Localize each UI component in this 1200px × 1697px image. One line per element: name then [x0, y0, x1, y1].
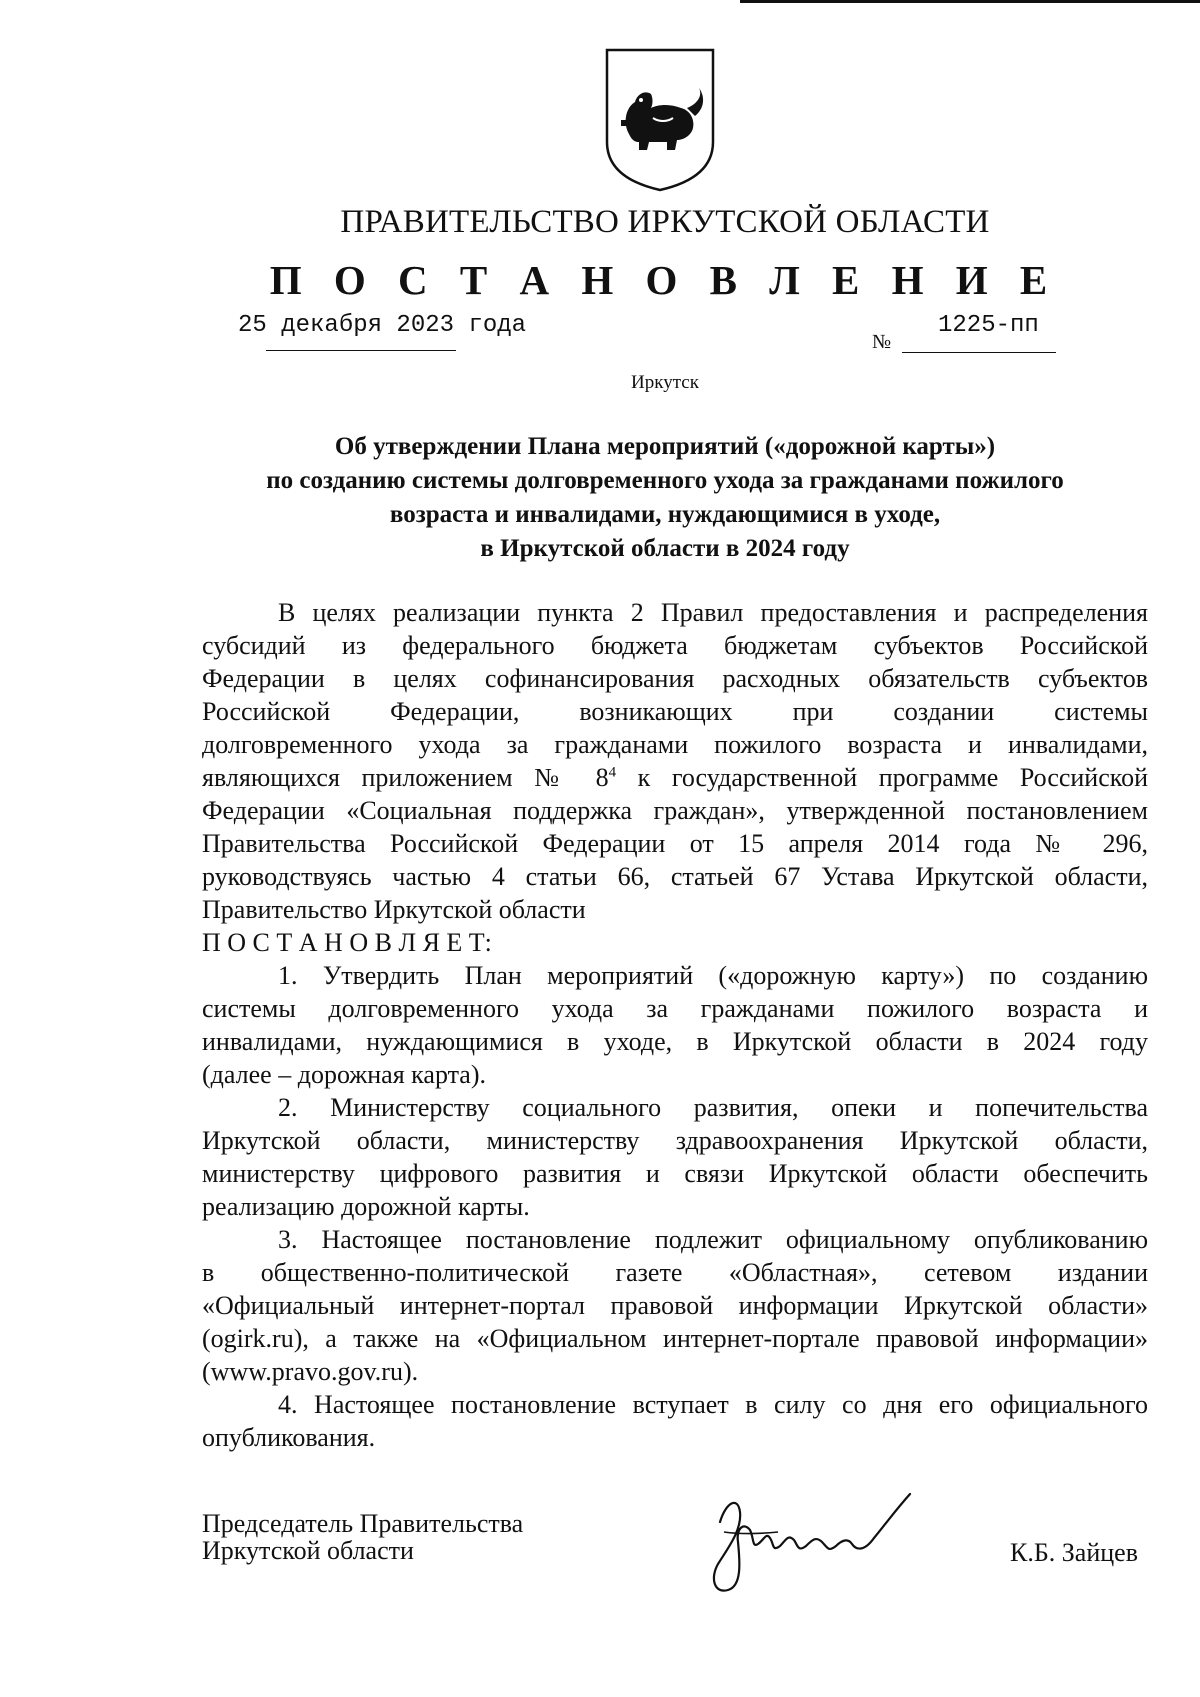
item-line: 2. Министерству социального развития, опеки и попечительства — [278, 1093, 1148, 1122]
document-title — [200, 430, 1130, 566]
resolves-word: П О С Т А Н О В Л Я Е Т: — [202, 928, 492, 957]
preamble-line: долговременного ухода за гражданами пожилого возраста и инвалидами, — [202, 730, 1148, 759]
title-line: возраста и инвалидами, нуждающимися в уходе, — [389, 501, 941, 528]
city: Иркутск — [631, 372, 699, 393]
item-line: министерству цифрового развития и связи Иркутской области обеспечить — [202, 1159, 1148, 1188]
signer-position-line: Иркутской области — [202, 1536, 414, 1565]
signer-position-line: Председатель Правительства — [202, 1509, 524, 1538]
preamble-line: субсидий из федерального бюджета бюджетам субъектов Российской — [202, 631, 1148, 660]
item-line: 3. Настоящее постановление подлежит официальному опубликованию — [278, 1225, 1148, 1254]
document-number: 1225-пп — [938, 312, 1039, 339]
item-line: реализацию дорожной карты. — [202, 1192, 530, 1221]
preamble-line: В целях реализации пункта 2 Правил предоставления и распределения — [278, 598, 1148, 627]
preamble-line: Федерации «Социальная поддержка граждан», утвержденной постановлением — [202, 796, 1148, 825]
item-line: инвалидами, нуждающимися в уходе, в Иркутской области в 2024 году — [202, 1027, 1148, 1056]
item-line: «Официальный интернет-портал правовой информации Иркутской области» — [202, 1291, 1148, 1320]
number-underline — [902, 352, 1056, 353]
item-line: (www.pravo.gov.ru). — [202, 1357, 419, 1386]
title-line: Об утверждении Плана мероприятий («дорожной карты») — [334, 433, 996, 460]
title-line: в Иркутской области в 2024 году — [480, 535, 850, 562]
item-line: (далее – дорожная карта). — [202, 1060, 486, 1089]
preamble-line: Российской Федерации, возникающих при создании системы — [202, 697, 1148, 726]
item-line: 4. Настоящее постановление вступает в силу со дня его официального — [278, 1390, 1148, 1419]
preamble-line: руководствуясь частью 4 статьи 66, статьей 67 Устава Иркутской области, — [202, 862, 1148, 891]
date-underline — [266, 350, 456, 351]
preamble-text: являющихся приложением № 8 — [202, 763, 609, 792]
item-line: в общественно-политической газете «Областная», сетевом издании — [202, 1258, 1148, 1287]
item-line: опубликования. — [202, 1423, 376, 1452]
preamble-text: к государственной программе Российской — [616, 763, 1148, 792]
title-line: по созданию системы долговременного ухода за гражданами пожилого — [266, 467, 1064, 494]
preamble-line: Федерации в целях софинансирования расходных обязательств субъектов — [202, 664, 1148, 693]
document-body — [202, 596, 1148, 1454]
signer-name: К.Б. Зайцев — [1010, 1538, 1138, 1567]
superscript: 4 — [608, 764, 617, 781]
item-line: (ogirk.ru), а также на «Официальном интернет-портале правовой информации» — [202, 1324, 1148, 1353]
government-name: ПРАВИТЕЛЬСТВО ИРКУТСКОЙ ОБЛАСТИ — [340, 204, 990, 240]
preamble-line — [202, 761, 1148, 794]
document-date: 25 декабря 2023 года — [238, 312, 527, 339]
item-line: системы долговременного ухода за гражданами пожилого возраста и — [202, 994, 1148, 1023]
top-rule — [740, 0, 1200, 3]
preamble-line: Правительство Иркутской области — [202, 895, 586, 924]
handwritten-signature — [698, 1482, 960, 1602]
preamble-line: Правительства Российской Федерации от 15 апреля 2014 года № 296, — [202, 829, 1148, 858]
signer-position — [202, 1510, 523, 1564]
coat-of-arms-icon — [601, 46, 719, 194]
document-type: П О С Т А Н О В Л Е Н И Е — [269, 257, 1059, 303]
number-sign: № — [872, 331, 892, 353]
item-line: Иркутской области, министерству здравоохранения Иркутской области, — [202, 1126, 1148, 1155]
item-line: 1. Утвердить План мероприятий («дорожную карту») по созданию — [278, 961, 1148, 990]
